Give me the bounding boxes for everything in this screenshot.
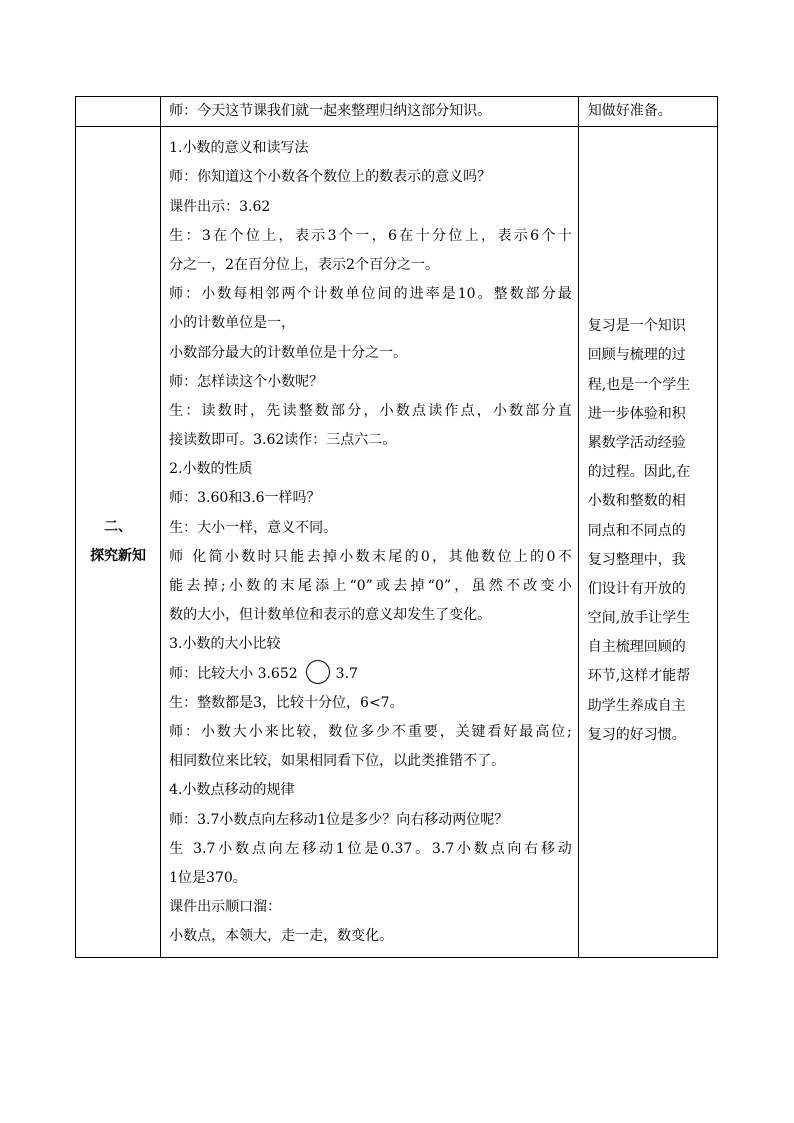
note-line: 累数学活动经验 (587, 434, 686, 451)
content-line: 小数点，本领大，走一走，数变化。 (169, 928, 394, 945)
content-line: 1位是370。 (169, 869, 247, 886)
content-line: 相同数位来比较，如果相同看下位，以此类推错不了。 (169, 753, 506, 770)
stage-cell (76, 97, 161, 127)
note-line: 回顾与梳理的过 (587, 347, 686, 364)
content-line: 数的大小，但计数单位和表示的意义却发生了变化。 (169, 607, 492, 624)
content-line: 师：今天这节课我们就一起来整理归纳这部分知识。 (169, 103, 492, 119)
content-line: 小数部分最大的计数单位是十分之一。 (169, 344, 408, 361)
note-line: 同点和不同点的 (587, 522, 686, 539)
content-line: 2.小数的性质 (169, 461, 253, 478)
content-line: 课件出示顺口溜： (169, 899, 282, 916)
content-line: 生 3.7小数点向左移动1位是0.37。3.7小数点向右移动 (169, 840, 572, 857)
content-line: 小的计数单位是一， (169, 315, 296, 332)
note-line: 助学生养成自主 (587, 697, 686, 714)
note-line: 程,也是一个学生 (587, 376, 691, 393)
lesson-plan-table (75, 96, 718, 958)
content-line: 能去掉;小数的末尾添上“0”或去掉“0”，虽然不改变小 (169, 578, 572, 594)
content-line: 课件出示：3.62 (169, 198, 271, 215)
content-line: 生：读数时，先读整数部分，小数点读作点，小数部分直 (169, 402, 572, 419)
compare-value: 3.7 (335, 665, 358, 682)
stage-cell (76, 127, 161, 958)
note-line: 复习整理中，我 (587, 551, 686, 568)
stage-title: 探究新知 (90, 548, 147, 565)
content-line: 师：你知道这个小数各个数位上的数表示的意义吗？ (169, 169, 492, 186)
table-row (76, 127, 718, 958)
compare-line (161, 660, 578, 689)
note-line: 们设计有开放的 (587, 580, 686, 597)
content-line: 3.小数的大小比较 (169, 636, 281, 653)
note-line: 复习的好习惯。 (587, 726, 686, 743)
content-line: 生：3在个位上，表示3个一，6在十分位上，表示6个十 (169, 227, 572, 244)
content-line: 师：小数每相邻两个计数单位间的进率是10。整数部分最 (169, 286, 572, 303)
note-line: 复习是一个知识 (587, 318, 686, 335)
content-line: 生：大小一样，意义不同。 (169, 519, 338, 536)
note-line: 自主梳理回顾的 (587, 639, 686, 656)
content-line: 师：怎样读这个小数呢？ (169, 373, 324, 390)
content-cell (161, 97, 579, 127)
content-line: 师：小数大小来比较，数位多少不重要，关键看好最高位; (169, 723, 572, 740)
compare-prompt: 师：比较大小 3.652 (169, 665, 298, 682)
content-line: 4.小数点移动的规律 (169, 782, 295, 799)
content-line: 分之一，2在百分位上，表示2个百分之一。 (169, 256, 439, 273)
content-line: 师：3.7小数点向左移动1位是多少？向右移动两位呢？ (169, 811, 509, 828)
content-line: 接读数即可。3.62读作：三点六二。 (169, 432, 397, 449)
table-row (76, 97, 718, 127)
note-line: 知做好准备。 (587, 103, 672, 119)
content-line: 师：3.60和3.6一样吗？ (169, 490, 321, 507)
note-cell (578, 127, 717, 958)
content-cell (161, 127, 579, 958)
content-line: 1.小数的意义和读写法 (169, 140, 309, 157)
note-line: 的过程。因此,在 (587, 464, 691, 481)
content-line: 师 化简小数时只能去掉小数末尾的0，其他数位上的0不 (169, 548, 572, 565)
stage-number: 二、 (104, 519, 133, 536)
note-cell (578, 97, 717, 127)
note-line: 空间,放手让学生 (587, 610, 691, 627)
note-line: 环节,这样才能帮 (587, 668, 691, 685)
note-line: 进一步体验和积 (587, 405, 686, 422)
comparison-blank-circle (306, 660, 330, 684)
content-line: 生：整数都是3，比较十分位，6<7。 (169, 694, 404, 711)
note-line: 小数和整数的相 (587, 493, 686, 510)
